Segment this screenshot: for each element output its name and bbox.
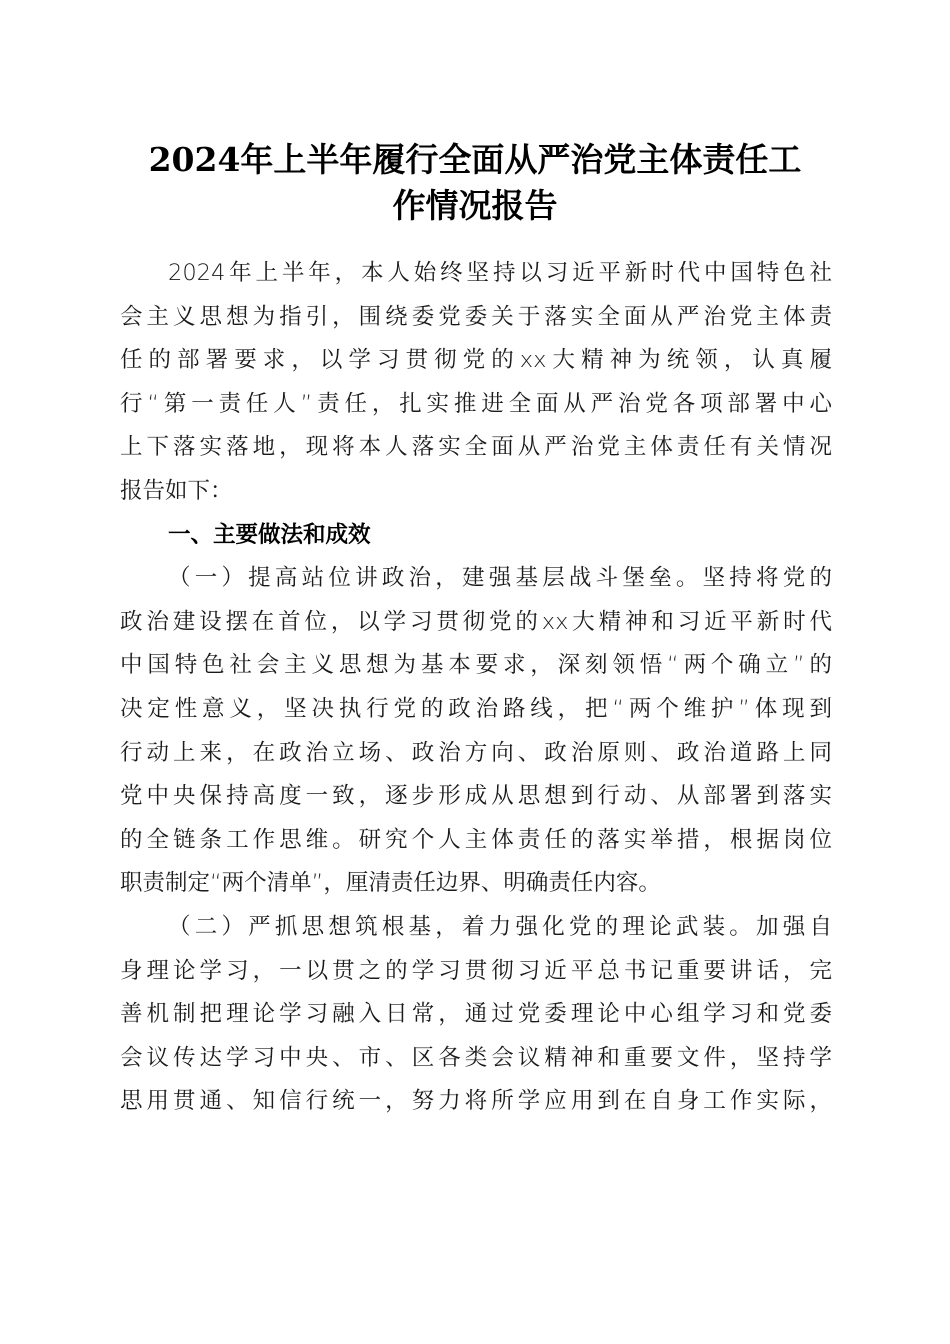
paragraph-intro xyxy=(120,252,832,514)
paragraph-subsection-1 xyxy=(120,557,832,906)
text-line: 行动上来，在政治立场、政治方向、政治原则、政治道路上同 xyxy=(120,739,832,766)
text-line: 任的部署要求，以学习贯彻党的xx大精神为统领，认真履 xyxy=(120,347,832,374)
text-line: （二）严抓思想筑根基，着力强化党的理论武装。加强自 xyxy=(168,913,832,940)
text-line: 决定性意义，坚决执行党的政治路线，把“两个维护”体现到 xyxy=(120,695,832,722)
text-line: 身理论学习，一以贯之的学习贯彻习近平总书记重要讲话，完 xyxy=(120,957,832,984)
text-line: 会议传达学习中央、市、区各类会议精神和重要文件，坚持学 xyxy=(120,1044,832,1071)
title-line-2: 作情况报告 xyxy=(392,186,558,225)
section-heading-text: 一、主要做法和成效 xyxy=(168,521,371,548)
text-line: 2024年上半年，本人始终坚持以习近平新时代中国特色社 xyxy=(168,260,832,286)
text-line: 职责制定“两个清单”，厘清责任边界、明确责任内容。 xyxy=(120,870,661,897)
text-line: 政治建设摆在首位，以学习贯彻党的xx大精神和习近平新时代 xyxy=(120,608,832,635)
text-line: 思用贯通、知信行统一，努力将所学应用到在自身工作实际， xyxy=(120,1088,832,1115)
text-line: 报告如下： xyxy=(120,477,233,504)
text-line: 行“第一责任人”责任，扎实推进全面从严治党各项部署中心 xyxy=(120,390,832,417)
title-line-1: 2024年上半年履行全面从严治党主体责任工 xyxy=(148,140,802,179)
text-line: 善机制把理论学习融入日常，通过党委理论中心组学习和党委 xyxy=(120,1001,832,1028)
text-line: 的全链条工作思维。研究个人主体责任的落实举措，根据岗位 xyxy=(120,826,832,853)
text-line: 会主义思想为指引，围绕委党委关于落实全面从严治党主体责 xyxy=(120,303,832,330)
document-title xyxy=(120,137,830,229)
text-line: 党中央保持高度一致，逐步形成从思想到行动、从部署到落实 xyxy=(120,783,832,810)
section-heading-1 xyxy=(120,514,832,558)
text-line: 中国特色社会主义思想为基本要求，深刻领悟“两个确立”的 xyxy=(120,652,832,679)
paragraph-subsection-2 xyxy=(120,906,832,1124)
text-line: 上下落实落地，现将本人落实全面从严治党主体责任有关情况 xyxy=(120,434,832,461)
text-line: （一）提高站位讲政治，建强基层战斗堡垒。坚持将党的 xyxy=(168,565,832,592)
document-body xyxy=(120,252,832,1124)
